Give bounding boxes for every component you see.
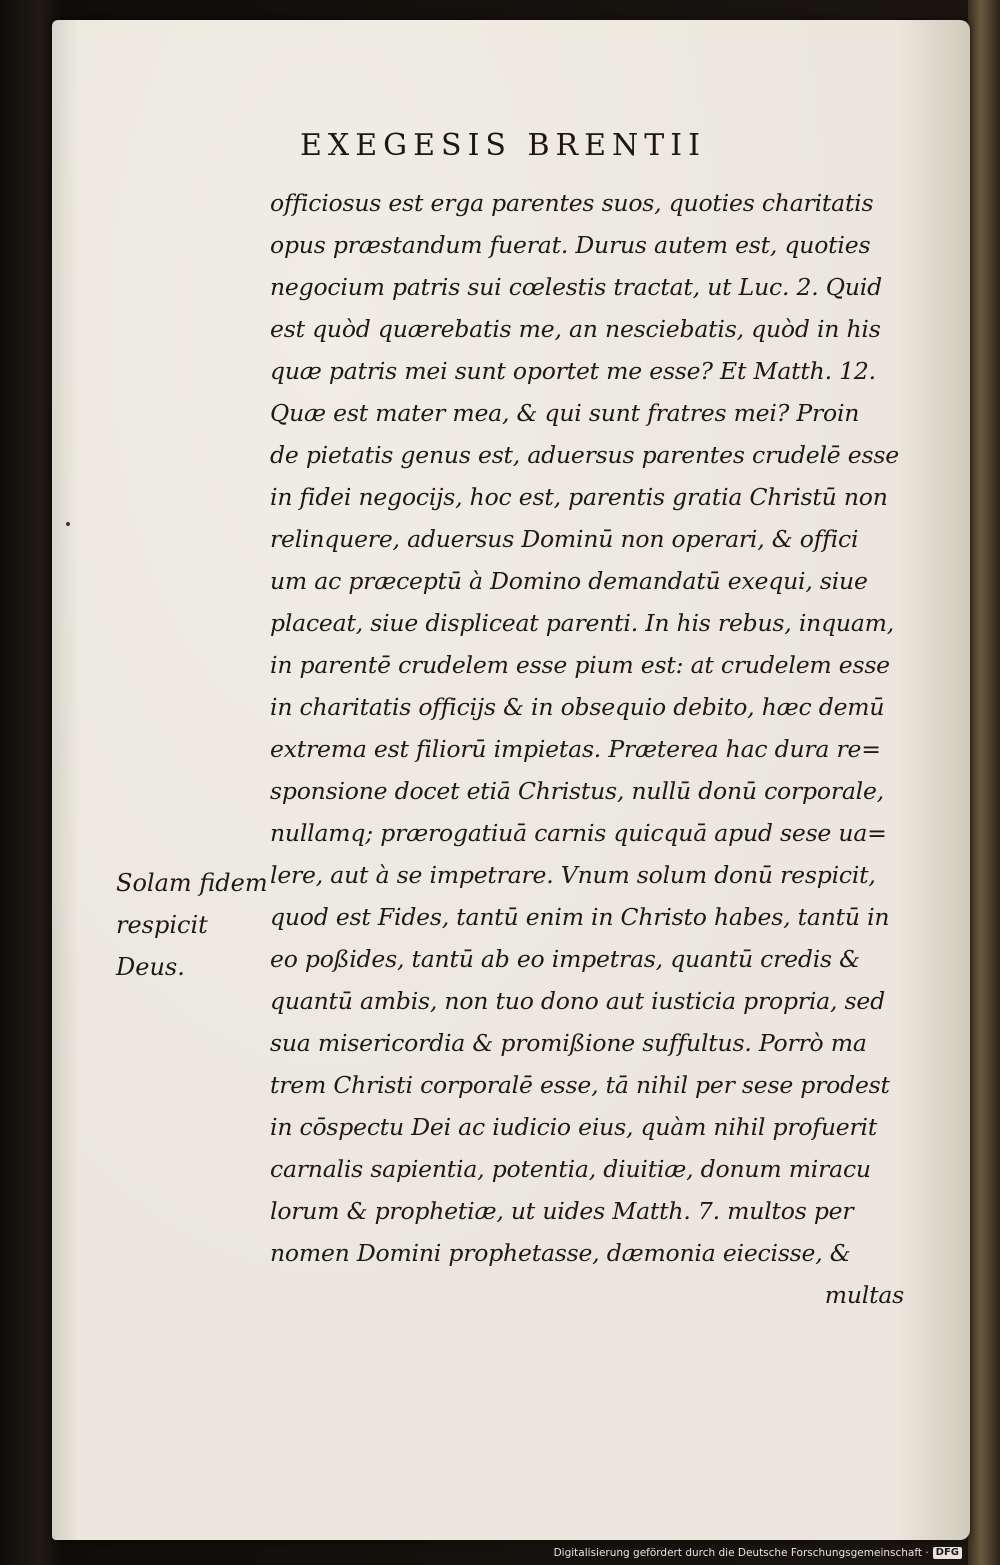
margin-note — [116, 862, 276, 988]
text-line: officiosus est erga parentes suos, quoties charitatis — [270, 189, 874, 217]
dfg-logo: DFG — [933, 1547, 962, 1559]
text-line: quantū ambis, non tuo dono aut iusticia propria, sed — [270, 987, 885, 1015]
text-line: nullamq; prærogatiuā carnis quicquā apud sese ua= — [270, 819, 887, 847]
running-title: EXEGESIS BRENTII — [300, 128, 707, 163]
text-line: in parentē crudelem esse pium est: at crudelem esse — [270, 651, 890, 679]
text-line: sponsione docet etiā Christus, nullū donū corporale, — [270, 777, 884, 805]
text-line: in charitatis officijs & in obsequio debito, hæc demū — [270, 693, 885, 721]
margin-note-line: Solam fidem — [116, 869, 268, 897]
text-line: um ac præceptū à Domino demandatū exequi, siue — [270, 567, 868, 595]
book-edge — [968, 0, 1000, 1565]
text-line: relinquere, aduersus Dominū non operari, & offici — [270, 525, 859, 553]
credit-text: Digitalisierung gefördert durch die Deutsche Forschungsgemeinschaft · — [553, 1547, 929, 1559]
text-line: in fidei negocijs, hoc est, parentis gratia Christū non — [270, 483, 888, 511]
text-line: negocium patris sui cœlestis tractat, ut Luc. 2. Quid — [270, 273, 882, 301]
text-line: nomen Domini prophetasse, dæmonia eiecisse, & — [270, 1239, 851, 1267]
text-line: in cōspectu Dei ac iudicio eius, quàm nihil profuerit — [270, 1113, 878, 1141]
catchword: multas — [824, 1281, 904, 1309]
digitization-credit — [554, 1547, 962, 1559]
ink-spot — [66, 522, 70, 526]
text-line: est quòd quærebatis me, an nesciebatis, quòd in his — [270, 315, 881, 343]
text-line: opus præstandum fuerat. Durus autem est, quoties — [270, 231, 871, 259]
text-line: lere, aut à se impetrare. Vnum solum donū respicit, — [270, 861, 876, 889]
body-text — [270, 182, 910, 1316]
text-line: carnalis sapientia, potentia, diuitiæ, donum miracu — [270, 1155, 871, 1183]
text-line: de pietatis genus est, aduersus parentes crudelē esse — [270, 441, 899, 469]
text-line: Quæ est mater mea, & qui sunt fratres mei? Proin — [270, 399, 860, 427]
text-line: sua misericordia & promißione suffultus. Porrò ma — [270, 1029, 867, 1057]
text-line: placeat, siue displiceat parenti. In his rebus, inquam, — [270, 609, 895, 637]
text-line: lorum & prophetiæ, ut uides Matth. 7. multos per — [270, 1197, 854, 1225]
text-line: quod est Fides, tantū enim in Christo habes, tantū in — [270, 903, 890, 931]
margin-note-line: respicit — [116, 911, 208, 939]
text-line: eo poßides, tantū ab eo impetras, quantū credis & — [270, 945, 860, 973]
text-line: trem Christi corporalē esse, tā nihil per sese prodest — [270, 1071, 890, 1099]
text-line: quæ patris mei sunt oportet me esse? Et Matth. 12. — [270, 357, 876, 385]
margin-note-line: Deus. — [116, 953, 185, 981]
text-line: extrema est filiorū impietas. Præterea hac dura re= — [270, 735, 881, 763]
